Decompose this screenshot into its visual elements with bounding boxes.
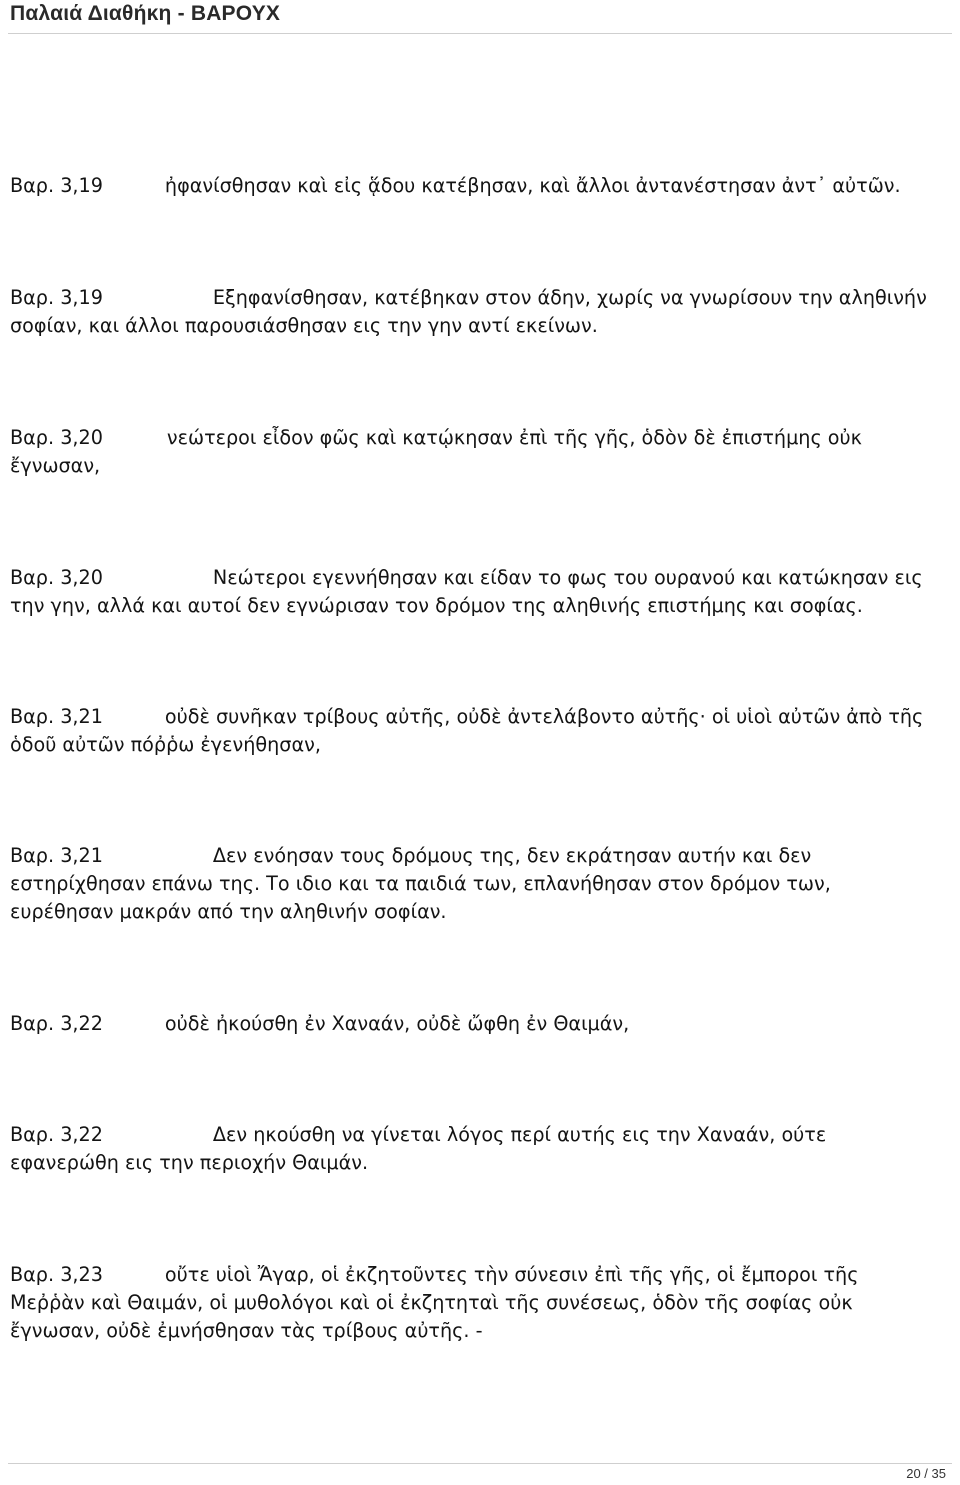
verse-text: Εξηφανίσθησαν, κατέβηκαν στον άδην, χωρίς να γνωρίσουν την αληθινήν σοφίαν, και άλλοι παρουσιάσθησαν εις την γην αντί εκείνων. bbox=[10, 286, 927, 337]
verse-block bbox=[10, 1121, 935, 1177]
verse-block bbox=[10, 703, 935, 759]
verse-text: Νεώτεροι εγεννήθησαν και είδαν το φως του ουρανού και κατώκησαν εις την γην, αλλά και αυτοί δεν εγνώρισαν τον δρόμον της αληθινής επιστήμης και σοφίας. bbox=[10, 566, 923, 617]
verse-reference: Βαρ. 3,19 bbox=[10, 286, 103, 309]
verse-text: οὔτε υἱοὶ Ἄγαρ, οἱ ἐκζητοῦντες τὴν σύνεσιν ἐπὶ τῆς γῆς, οἱ ἔμποροι τῆς Μεῤῥὰν καὶ Θαιμάν, οἱ μυθολόγοι καὶ οἱ ἐκζητηταὶ τῆς συνέσεως, ὁδὸν τῆς σοφίας οὐκ ἔγνωσαν, οὐδὲ ἐμνήσθησαν τὰς τρίβους αὐτῆς. - bbox=[10, 1263, 859, 1342]
verse-reference: Βαρ. 3,19 bbox=[10, 174, 103, 197]
verse-reference: Βαρ. 3,20 bbox=[10, 426, 103, 449]
verse-block bbox=[10, 564, 935, 620]
verse-text: νεώτεροι εἶδον φῶς καὶ κατῴκησαν ἐπὶ τῆς γῆς, ὁδὸν δὲ ἐπιστήμης οὐκ ἔγνωσαν, bbox=[10, 426, 862, 477]
verse-block bbox=[10, 172, 935, 200]
verse-block bbox=[10, 842, 935, 926]
verse-reference: Βαρ. 3,23 bbox=[10, 1263, 103, 1286]
verse-block bbox=[10, 284, 935, 340]
verse-reference: Βαρ. 3,21 bbox=[10, 844, 103, 867]
verse-reference: Βαρ. 3,20 bbox=[10, 566, 103, 589]
verse-reference: Βαρ. 3,22 bbox=[10, 1123, 103, 1146]
verse-text: οὐδὲ συνῆκαν τρίβους αὐτῆς, οὐδὲ ἀντελάβοντο αὐτῆς· οἱ υἱοὶ αὐτῶν ἀπὸ τῆς ὁδοῦ αὐτῶν πόῤῥω ἐγενήθησαν, bbox=[10, 705, 924, 756]
verse-text: οὐδὲ ἠκούσθη ἐν Χαναάν, οὐδὲ ὤφθη ἐν Θαιμάν, bbox=[164, 1012, 630, 1035]
verse-block bbox=[10, 1261, 935, 1345]
verse-reference: Βαρ. 3,22 bbox=[10, 1012, 103, 1035]
verse-text: ἠφανίσθησαν καὶ εἰς ᾅδου κατέβησαν, καὶ ἄλλοι ἀντανέστησαν ἀντ᾿ αὐτῶν. bbox=[164, 174, 901, 197]
footer-divider bbox=[8, 1463, 952, 1464]
page-title: Παλαιά Διαθήκη - ΒΑΡΟΥΧ bbox=[10, 2, 281, 25]
verse-reference: Βαρ. 3,21 bbox=[10, 705, 103, 728]
verse-text: Δεν ηκούσθη να γίνεται λόγος περί αυτής εις την Χαναάν, ούτε εφανερώθη εις την περιοχήν Θαιμάν. bbox=[10, 1123, 827, 1174]
verse-block bbox=[10, 424, 935, 480]
page-number: 20 / 35 bbox=[906, 1466, 946, 1481]
header-divider bbox=[8, 33, 952, 34]
verse-block bbox=[10, 1010, 935, 1038]
verse-text: Δεν ενόησαν τους δρόμους της, δεν εκράτησαν αυτήν και δεν εστηρίχθησαν επάνω της. Το ιδιο και τα παιδιά των, επλανήθησαν στον δρόμον των, ευρέθησαν μακράν από την αληθινήν σοφίαν. bbox=[10, 844, 831, 923]
